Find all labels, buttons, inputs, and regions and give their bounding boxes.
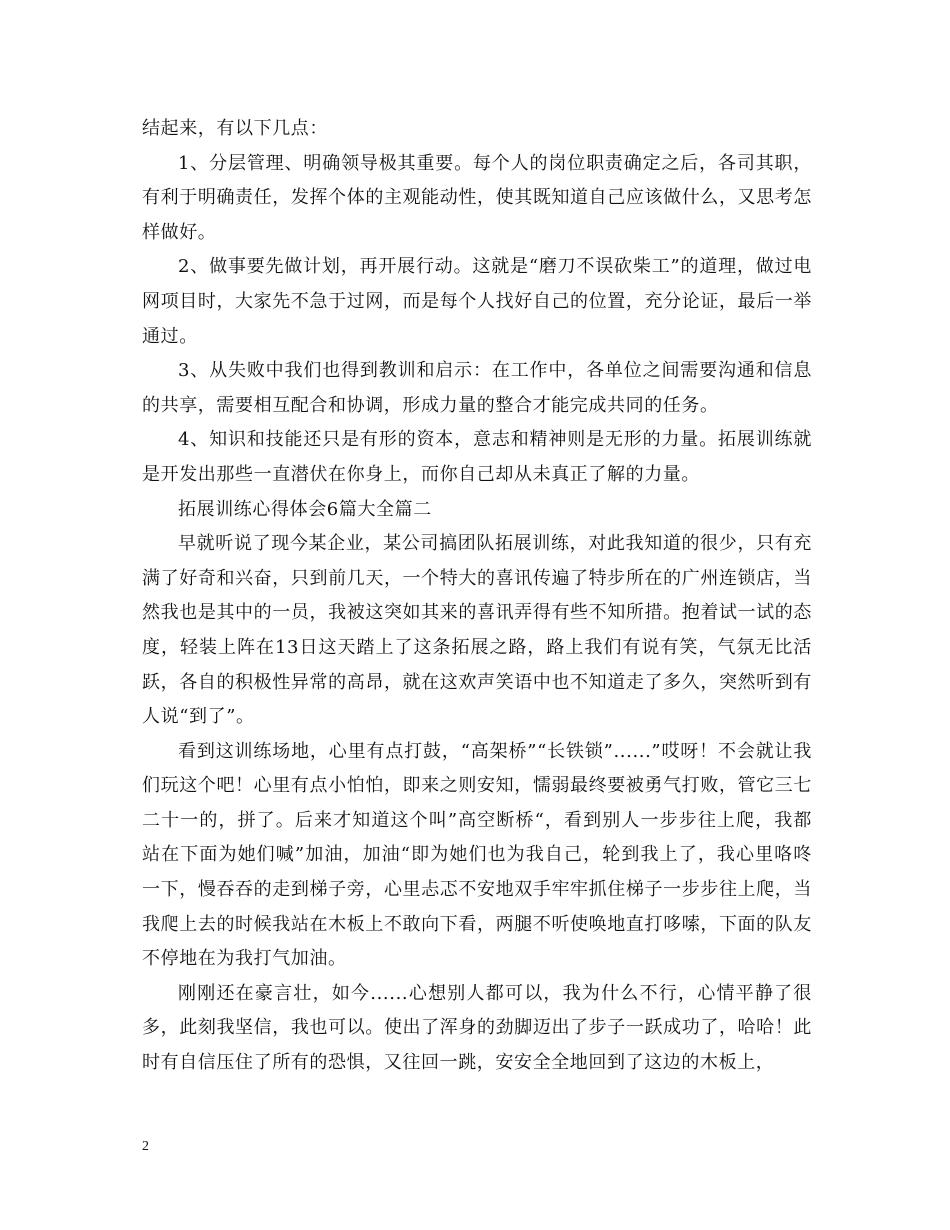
page-number: 2 [142, 1139, 149, 1154]
paragraph-intro: 结起来，有以下几点： [142, 118, 328, 139]
paragraph-body-3: 刚刚还在豪言壮，如今......心想别人都可以，我为什么不行，心情平静了很多，此刻我坚信，我也可以。使出了浑身的劲脚迈出了步子一跃成功了，哈哈！此时有自信压住了所有的恐惧，又往回一跳，安安全全地回到了这边的木板上， [142, 982, 812, 1074]
paragraph-point-4: 4、知识和技能还只是有形的资本，意志和精神则是无形的力量。拓展训练就是开发出那些一直潜伏在你身上，而你自己却从未真正了解的力量。 [142, 429, 812, 485]
paragraph-point-1: 1、分层管理、明确领导极其重要。每个人的岗位职责确定之后，各司其职，有利于明确责任，发挥个体的主观能动性，使其既知道自己应该做什么，又思考怎样做好。 [142, 152, 812, 243]
document-body [142, 112, 812, 1081]
paragraph-point-2: 2、做事要先做计划，再开展行动。这就是“磨刀不误砍柴工”的道理，做过电网项目时，大家先不急于过网，而是每个人找好自己的位置，充分论证，最后一举通过。 [142, 256, 812, 347]
section-heading: 拓展训练心得体会6篇大全篇二 [178, 498, 432, 520]
paragraph-point-3: 3、从失败中我们也得到教训和启示：在工作中，各单位之间需要沟通和信息的共享，需要相互配合和协调，形成力量的整合才能完成共同的任务。 [142, 360, 812, 416]
paragraph-body-1: 早就听说了现今某企业，某公司搞团队拓展训练，对此我知道的很少，只有充满了好奇和兴奋，只到前几天，一个特大的喜讯传遍了特步所在的广州连锁店，当然我也是其中的一员，我被这突如其来的喜讯弄得有些不知所措。抱着试一试的态度，轻装上阵在13日这天踏上了这条拓展之路，路上我们有说有笑，气氛无比活跃，各自的积极性异常的高昂，就在这欢声笑语中也不知道走了多久，突然听到有人说“到了”。 [142, 533, 812, 728]
paragraph-body-2: 看到这训练场地，心里有点打鼓，“高架桥”“长铁锁”......”哎呀！不会就让我们玩这个吧！心里有点小怕怕，即来之则安知，懦弱最终要被勇气打败，管它三七二十一的，拼了。后来才知道这个叫”高空断桥“，看到别人一步步往上爬，我都站在下面为她们喊”加油，加油“即为她们也为我自己，轮到我上了，我心里咯咚一下，慢吞吞的走到梯子旁，心里忐忑不安地双手牢牢抓住梯子一步步往上爬，当我爬上去的时候我站在木板上不敢向下看，两腿不听使唤地直打哆嗦，下面的队友不停地在为我打气加油。 [142, 740, 812, 970]
